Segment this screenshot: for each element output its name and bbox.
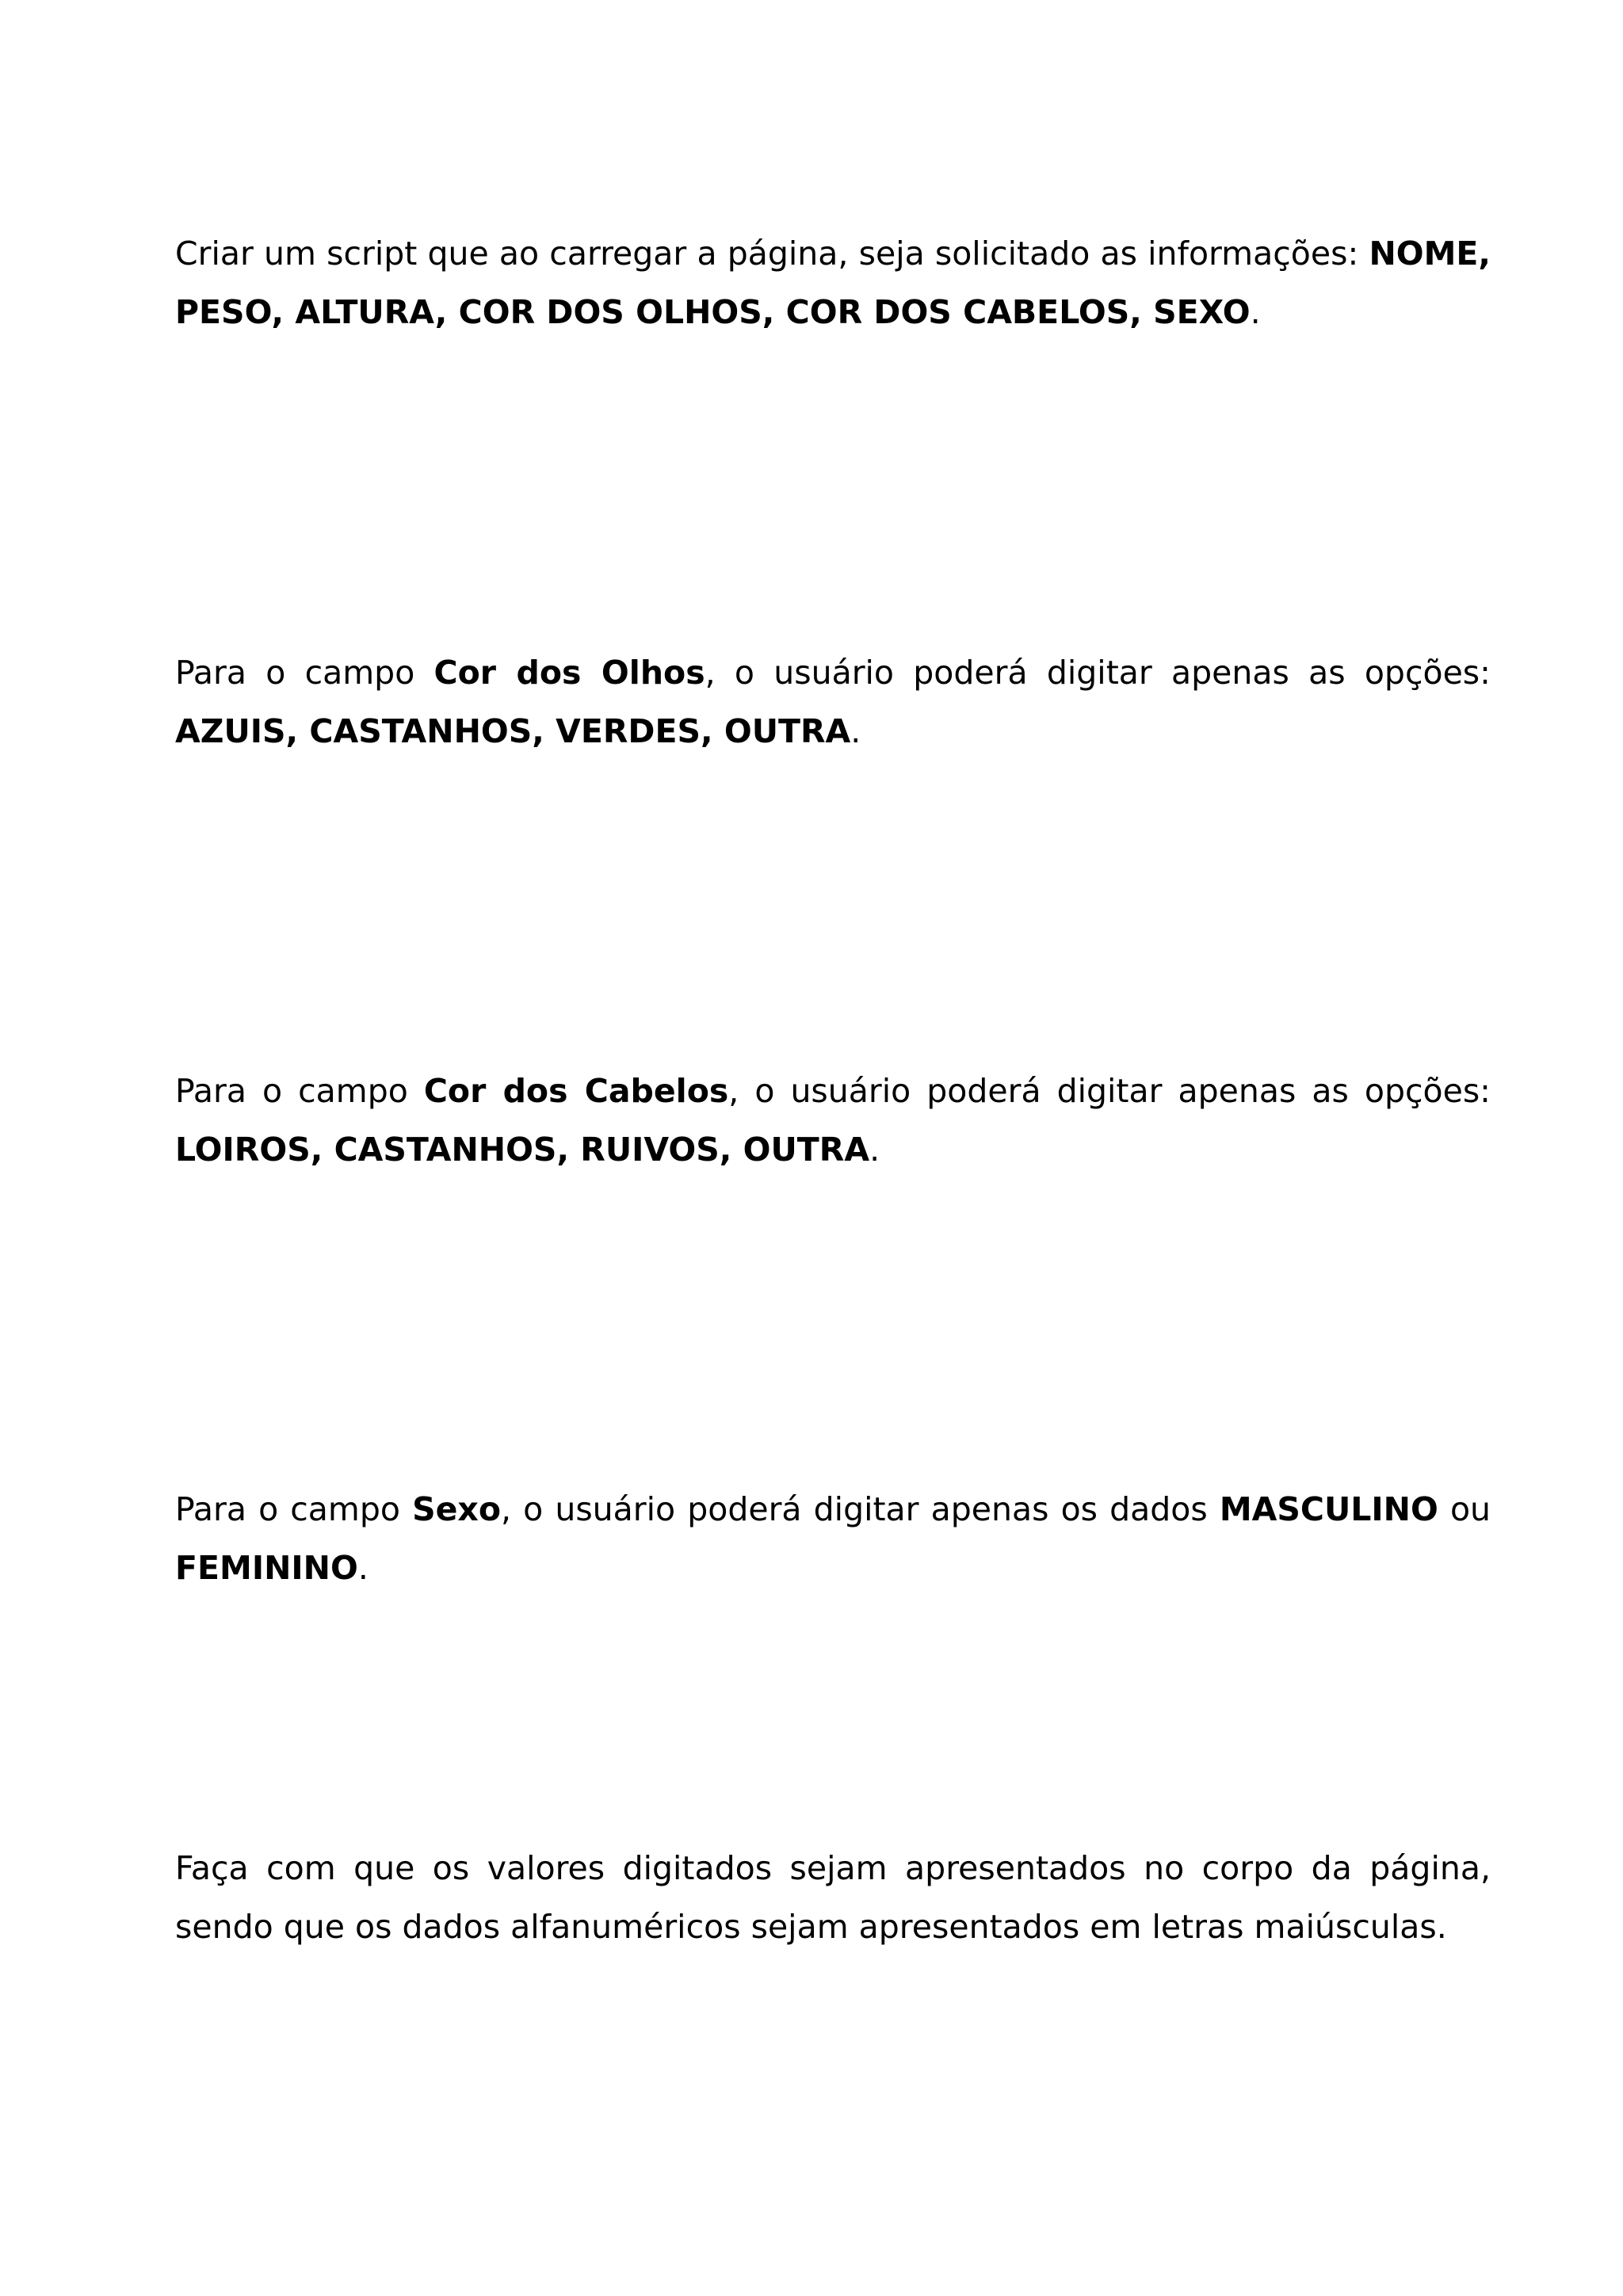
paragraph-text: Para o campo [175,654,434,692]
paragraph-sex [175,1480,1491,1597]
paragraph-period: . [1250,293,1261,331]
paragraph-period: . [869,1131,880,1169]
paragraph-text: ou [1438,1490,1491,1528]
paragraph-period: . [357,1549,369,1587]
paragraph-text: , o usuário poderá digitar apenas as opções: [728,1072,1491,1110]
paragraph-eye-color [175,643,1491,761]
options-bold: AZUIS, CASTANHOS, VERDES, OUTRA [175,712,851,750]
field-name-bold: Sexo [412,1490,502,1528]
paragraph-text: Para o campo [175,1072,424,1110]
paragraph-text: , o usuário poderá digitar apenas os dados [501,1490,1220,1528]
paragraph-display-values [175,1839,1491,1956]
option-masculino-bold: MASCULINO [1219,1490,1438,1528]
paragraph-text: Faça com que os valores digitados sejam apresentados no corpo da página, sendo que os dados alfanuméricos sejam apresentados em letras maiúsculas. [175,1849,1491,1946]
options-bold: LOIROS, CASTANHOS, RUIVOS, OUTRA [175,1131,870,1169]
paragraph-text: Para o campo [175,1490,413,1528]
paragraph-hair-color [175,1062,1491,1179]
paragraph-text: , o usuário poderá digitar apenas as opções: [705,654,1491,692]
field-name-bold: Cor dos Cabelos [423,1072,729,1110]
field-name-bold: Cor dos Olhos [433,654,705,692]
field-list-bold: NOME, PESO, ALTURA, COR DOS OLHOS, COR DOS CABELOS, SEXO [175,235,1491,331]
paragraph-script-fields [175,224,1491,341]
paragraph-text: Criar um script que ao carregar a página, seja solicitado as informações: [175,235,1369,273]
option-feminino-bold: FEMININO [175,1549,358,1587]
paragraph-period: . [850,712,861,750]
